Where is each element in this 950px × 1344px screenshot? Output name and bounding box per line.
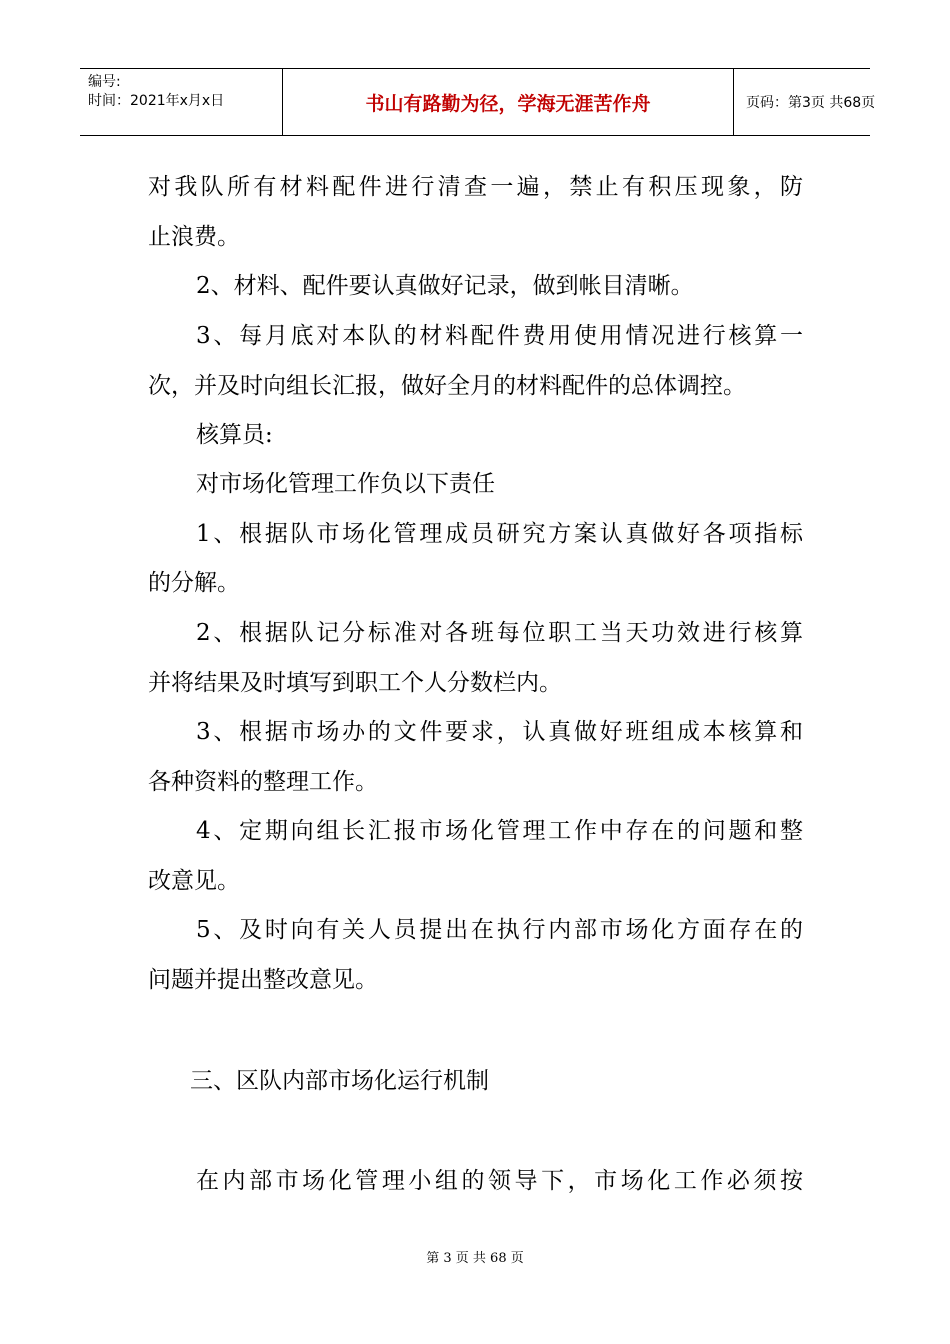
- motto-text: 书山有路勤为径，学海无涯苦作舟: [365, 93, 651, 115]
- role-heading: 核算员:: [196, 422, 273, 448]
- paragraph-line: 2、材料、配件要认真做好记录，做到帐目清晰。: [196, 273, 694, 299]
- paragraph-line: 次，并及时向组长汇报，做好全月的材料配件的总体调控。: [148, 373, 746, 399]
- paragraph-line: 4、定期向组长汇报市场化管理工作中存在的问题和整: [196, 818, 803, 844]
- header-meta-cell: [80, 69, 282, 135]
- serial-number-label: 编号:: [88, 74, 121, 90]
- paragraph-line: 2、根据队记分标准对各班每位职工当天功效进行核算: [196, 620, 803, 646]
- paragraph-line: 问题并提出整改意见。: [148, 967, 378, 993]
- paragraph-line: 的分解。: [148, 570, 240, 596]
- paragraph-line: 改意见。: [148, 868, 240, 894]
- paragraph-line: 各种资料的整理工作。: [148, 769, 378, 795]
- section-heading: 三、区队内部市场化运行机制: [190, 1068, 489, 1094]
- header-page-info: 页码：第3页 共68页: [746, 95, 876, 111]
- paragraph-line: 3、根据市场办的文件要求，认真做好班组成本核算和: [196, 719, 803, 745]
- paragraph-line: 在内部市场化管理小组的领导下，市场化工作必须按: [196, 1168, 803, 1194]
- paragraph-line: 对我队所有材料配件进行清查一遍，禁止有积压现象，防: [148, 174, 803, 200]
- paragraph-line: 止浪费。: [148, 224, 240, 250]
- paragraph-line: 1、根据队市场化管理成员研究方案认真做好各项指标: [196, 521, 803, 547]
- paragraph-line: 并将结果及时填写到职工个人分数栏内。: [148, 670, 562, 696]
- header-page-cell: [734, 69, 876, 135]
- date-label: 时间：2021年x月x日: [88, 93, 225, 109]
- paragraph-line: 对市场化管理工作负以下责任: [196, 471, 495, 497]
- document-header: [80, 68, 876, 136]
- paragraph-line: 3、每月底对本队的材料配件费用使用情况进行核算一: [196, 323, 803, 349]
- paragraph-line: 5、及时向有关人员提出在执行内部市场化方面存在的: [196, 917, 803, 943]
- header-motto-cell: [282, 69, 734, 135]
- page-footer: 第 3 页 共 68 页: [426, 1251, 524, 1266]
